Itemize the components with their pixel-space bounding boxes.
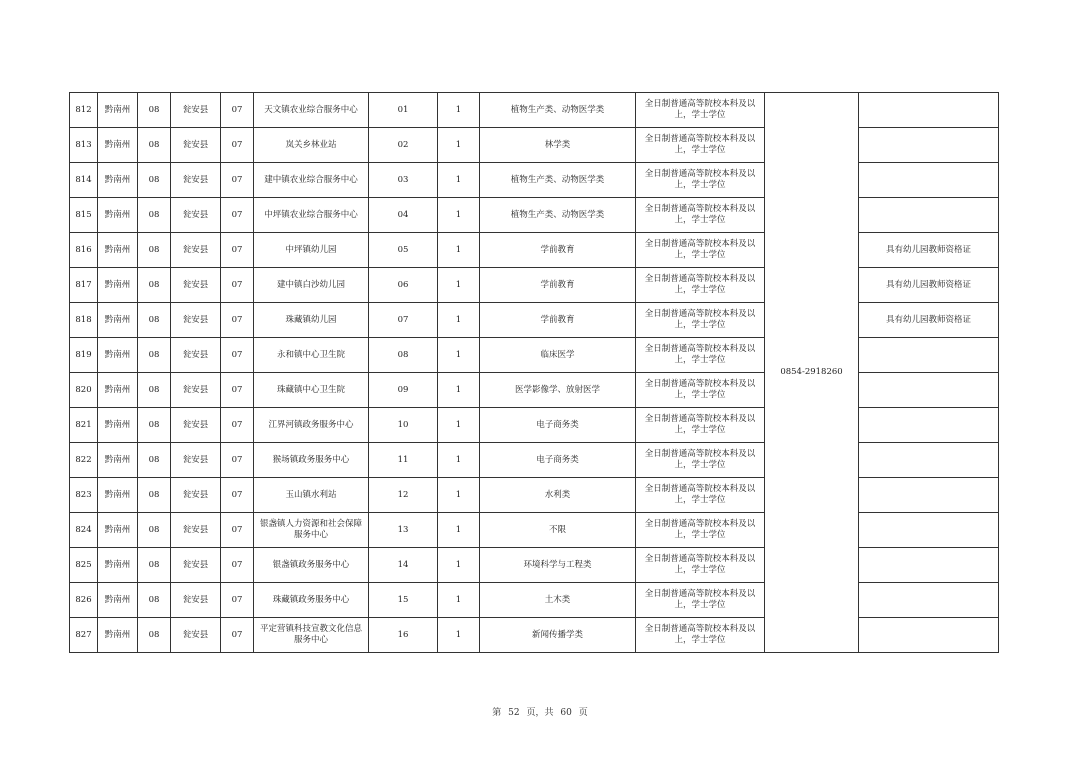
row-number-cell: 823: [70, 478, 98, 513]
education-cell: 全日制普通高等院校本科及以上，学士学位: [636, 268, 765, 303]
major-cell: 不限: [480, 513, 636, 548]
unit-name-cell: 永和镇中心卫生院: [254, 338, 369, 373]
note-cell: [859, 548, 999, 583]
education-cell: 全日制普通高等院校本科及以上，学士学位: [636, 478, 765, 513]
post-code-cell: 03: [369, 163, 438, 198]
row-number-cell: 822: [70, 443, 98, 478]
row-number-cell: 814: [70, 163, 98, 198]
major-cell: 临床医学: [480, 338, 636, 373]
row-number-cell: 815: [70, 198, 98, 233]
table-body: [70, 93, 999, 653]
hiring-count-cell: 1: [438, 583, 480, 618]
county-cell: 瓮安县: [171, 233, 221, 268]
county-cell: 瓮安县: [171, 198, 221, 233]
county-code-cell: 07: [221, 583, 254, 618]
row-number-cell: 818: [70, 303, 98, 338]
unit-name-cell: 珠藏镇中心卫生院: [254, 373, 369, 408]
county-cell: 瓮安县: [171, 373, 221, 408]
county-code-cell: 07: [221, 373, 254, 408]
hiring-count-cell: 1: [438, 233, 480, 268]
prefecture-code-cell: 08: [138, 128, 171, 163]
note-cell: [859, 128, 999, 163]
hiring-count-cell: 1: [438, 163, 480, 198]
prefecture-cell: 黔南州: [98, 338, 138, 373]
county-cell: 瓮安县: [171, 548, 221, 583]
post-code-cell: 09: [369, 373, 438, 408]
unit-name-cell: 建中镇农业综合服务中心: [254, 163, 369, 198]
prefecture-code-cell: 08: [138, 443, 171, 478]
hiring-count-cell: 1: [438, 478, 480, 513]
row-number-cell: 819: [70, 338, 98, 373]
prefecture-cell: 黔南州: [98, 93, 138, 128]
unit-name-cell: 珠藏镇幼儿园: [254, 303, 369, 338]
education-cell: 全日制普通高等院校本科及以上，学士学位: [636, 618, 765, 653]
post-code-cell: 15: [369, 583, 438, 618]
unit-name-cell: 中坪镇农业综合服务中心: [254, 198, 369, 233]
county-code-cell: 07: [221, 513, 254, 548]
major-cell: 电子商务类: [480, 443, 636, 478]
prefecture-cell: 黔南州: [98, 163, 138, 198]
post-code-cell: 14: [369, 548, 438, 583]
prefecture-code-cell: 08: [138, 303, 171, 338]
hiring-count-cell: 1: [438, 443, 480, 478]
education-cell: 全日制普通高等院校本科及以上，学士学位: [636, 443, 765, 478]
prefecture-code-cell: 08: [138, 618, 171, 653]
table-row: [70, 268, 999, 303]
prefecture-cell: 黔南州: [98, 478, 138, 513]
county-cell: 瓮安县: [171, 93, 221, 128]
prefecture-code-cell: 08: [138, 373, 171, 408]
unit-name-cell: 江界河镇政务服务中心: [254, 408, 369, 443]
prefecture-code-cell: 08: [138, 583, 171, 618]
note-cell: [859, 163, 999, 198]
county-code-cell: 07: [221, 303, 254, 338]
county-code-cell: 07: [221, 268, 254, 303]
county-code-cell: 07: [221, 233, 254, 268]
county-cell: 瓮安县: [171, 513, 221, 548]
prefecture-cell: 黔南州: [98, 373, 138, 408]
prefecture-cell: 黔南州: [98, 513, 138, 548]
major-cell: 学前教育: [480, 268, 636, 303]
note-cell: [859, 338, 999, 373]
county-cell: 瓮安县: [171, 408, 221, 443]
row-number-cell: 812: [70, 93, 98, 128]
table-row: [70, 128, 999, 163]
note-cell: [859, 408, 999, 443]
county-cell: 瓮安县: [171, 338, 221, 373]
prefecture-cell: 黔南州: [98, 443, 138, 478]
hiring-count-cell: 1: [438, 548, 480, 583]
table-row: [70, 513, 999, 548]
note-cell: [859, 443, 999, 478]
prefecture-cell: 黔南州: [98, 303, 138, 338]
county-cell: 瓮安县: [171, 128, 221, 163]
major-cell: 林学类: [480, 128, 636, 163]
county-cell: 瓮安县: [171, 618, 221, 653]
county-cell: 瓮安县: [171, 268, 221, 303]
footer-mid: 页，共: [526, 708, 554, 718]
education-cell: 全日制普通高等院校本科及以上，学士学位: [636, 583, 765, 618]
hiring-count-cell: 1: [438, 408, 480, 443]
major-cell: 医学影像学、放射医学: [480, 373, 636, 408]
row-number-cell: 813: [70, 128, 98, 163]
page-footer: [0, 705, 1080, 718]
hiring-count-cell: 1: [438, 513, 480, 548]
post-code-cell: 12: [369, 478, 438, 513]
unit-name-cell: 银盏镇人力资源和社会保障服务中心: [254, 513, 369, 548]
row-number-cell: 826: [70, 583, 98, 618]
county-cell: 瓮安县: [171, 478, 221, 513]
major-cell: 土木类: [480, 583, 636, 618]
education-cell: 全日制普通高等院校本科及以上，学士学位: [636, 198, 765, 233]
note-cell: [859, 513, 999, 548]
row-number-cell: 824: [70, 513, 98, 548]
county-code-cell: 07: [221, 338, 254, 373]
post-code-cell: 04: [369, 198, 438, 233]
note-cell: 具有幼儿园教师资格证: [859, 268, 999, 303]
major-cell: 水利类: [480, 478, 636, 513]
table-row: [70, 548, 999, 583]
education-cell: 全日制普通高等院校本科及以上，学士学位: [636, 233, 765, 268]
hiring-count-cell: 1: [438, 268, 480, 303]
county-cell: 瓮安县: [171, 443, 221, 478]
post-code-cell: 16: [369, 618, 438, 653]
prefecture-cell: 黔南州: [98, 128, 138, 163]
note-cell: 具有幼儿园教师资格证: [859, 303, 999, 338]
education-cell: 全日制普通高等院校本科及以上，学士学位: [636, 163, 765, 198]
table-row: [70, 233, 999, 268]
row-number-cell: 820: [70, 373, 98, 408]
major-cell: 电子商务类: [480, 408, 636, 443]
prefecture-cell: 黔南州: [98, 233, 138, 268]
post-code-cell: 06: [369, 268, 438, 303]
prefecture-code-cell: 08: [138, 233, 171, 268]
hiring-count-cell: 1: [438, 198, 480, 233]
hiring-count-cell: 1: [438, 338, 480, 373]
county-code-cell: 07: [221, 443, 254, 478]
major-cell: 学前教育: [480, 303, 636, 338]
note-cell: [859, 373, 999, 408]
prefecture-code-cell: 08: [138, 548, 171, 583]
prefecture-code-cell: 08: [138, 478, 171, 513]
row-number-cell: 816: [70, 233, 98, 268]
table-row: [70, 583, 999, 618]
major-cell: 环境科学与工程类: [480, 548, 636, 583]
education-cell: 全日制普通高等院校本科及以上，学士学位: [636, 548, 765, 583]
major-cell: 学前教育: [480, 233, 636, 268]
education-cell: 全日制普通高等院校本科及以上，学士学位: [636, 303, 765, 338]
post-code-cell: 05: [369, 233, 438, 268]
row-number-cell: 827: [70, 618, 98, 653]
county-code-cell: 07: [221, 618, 254, 653]
current-page-number: 52: [508, 708, 520, 718]
table-row: [70, 163, 999, 198]
prefecture-cell: 黔南州: [98, 268, 138, 303]
county-code-cell: 07: [221, 478, 254, 513]
contact-phone-cell: 0854-2918260: [765, 93, 859, 653]
hiring-count-cell: 1: [438, 618, 480, 653]
hiring-count-cell: 1: [438, 303, 480, 338]
post-code-cell: 11: [369, 443, 438, 478]
major-cell: 植物生产类、动物医学类: [480, 198, 636, 233]
county-cell: 瓮安县: [171, 303, 221, 338]
total-page-number: 60: [560, 708, 572, 718]
education-cell: 全日制普通高等院校本科及以上，学士学位: [636, 513, 765, 548]
post-code-cell: 13: [369, 513, 438, 548]
education-cell: 全日制普通高等院校本科及以上，学士学位: [636, 373, 765, 408]
county-code-cell: 07: [221, 198, 254, 233]
post-code-cell: 08: [369, 338, 438, 373]
prefecture-cell: 黔南州: [98, 548, 138, 583]
hiring-count-cell: 1: [438, 93, 480, 128]
footer-suffix: 页: [578, 708, 588, 718]
prefecture-code-cell: 08: [138, 513, 171, 548]
post-code-cell: 02: [369, 128, 438, 163]
county-code-cell: 07: [221, 128, 254, 163]
unit-name-cell: 岚关乡林业站: [254, 128, 369, 163]
post-code-cell: 01: [369, 93, 438, 128]
post-code-cell: 10: [369, 408, 438, 443]
county-cell: 瓮安县: [171, 163, 221, 198]
note-cell: [859, 478, 999, 513]
education-cell: 全日制普通高等院校本科及以上，学士学位: [636, 338, 765, 373]
county-code-cell: 07: [221, 163, 254, 198]
education-cell: 全日制普通高等院校本科及以上，学士学位: [636, 93, 765, 128]
table-row: [70, 198, 999, 233]
table-row: [70, 618, 999, 653]
unit-name-cell: 建中镇白沙幼儿园: [254, 268, 369, 303]
unit-name-cell: 平定营镇科技宣教文化信息服务中心: [254, 618, 369, 653]
county-cell: 瓮安县: [171, 583, 221, 618]
table-row: [70, 408, 999, 443]
prefecture-code-cell: 08: [138, 268, 171, 303]
prefecture-code-cell: 08: [138, 163, 171, 198]
prefecture-code-cell: 08: [138, 408, 171, 443]
county-code-cell: 07: [221, 93, 254, 128]
unit-name-cell: 玉山镇水利站: [254, 478, 369, 513]
unit-name-cell: 天文镇农业综合服务中心: [254, 93, 369, 128]
education-cell: 全日制普通高等院校本科及以上，学士学位: [636, 128, 765, 163]
unit-name-cell: 珠藏镇政务服务中心: [254, 583, 369, 618]
row-number-cell: 825: [70, 548, 98, 583]
prefecture-cell: 黔南州: [98, 198, 138, 233]
prefecture-code-cell: 08: [138, 198, 171, 233]
unit-name-cell: 银盏镇政务服务中心: [254, 548, 369, 583]
prefecture-cell: 黔南州: [98, 408, 138, 443]
unit-name-cell: 中坪镇幼儿园: [254, 233, 369, 268]
note-cell: [859, 618, 999, 653]
hiring-count-cell: 1: [438, 373, 480, 408]
prefecture-code-cell: 08: [138, 338, 171, 373]
table-row: [70, 303, 999, 338]
county-code-cell: 07: [221, 408, 254, 443]
recruitment-table: [69, 92, 999, 653]
table-row: [70, 478, 999, 513]
table-row: [70, 93, 999, 128]
hiring-count-cell: 1: [438, 128, 480, 163]
education-cell: 全日制普通高等院校本科及以上，学士学位: [636, 408, 765, 443]
prefecture-code-cell: 08: [138, 93, 171, 128]
note-cell: [859, 198, 999, 233]
table-row: [70, 443, 999, 478]
major-cell: 植物生产类、动物医学类: [480, 93, 636, 128]
table-row: [70, 373, 999, 408]
prefecture-cell: 黔南州: [98, 618, 138, 653]
county-code-cell: 07: [221, 548, 254, 583]
table-row: [70, 338, 999, 373]
footer-prefix: 第: [492, 708, 502, 718]
note-cell: 具有幼儿园教师资格证: [859, 233, 999, 268]
note-cell: [859, 93, 999, 128]
row-number-cell: 821: [70, 408, 98, 443]
row-number-cell: 817: [70, 268, 98, 303]
major-cell: 新闻传播学类: [480, 618, 636, 653]
post-code-cell: 07: [369, 303, 438, 338]
prefecture-cell: 黔南州: [98, 583, 138, 618]
note-cell: [859, 583, 999, 618]
unit-name-cell: 猴场镇政务服务中心: [254, 443, 369, 478]
major-cell: 植物生产类、动物医学类: [480, 163, 636, 198]
